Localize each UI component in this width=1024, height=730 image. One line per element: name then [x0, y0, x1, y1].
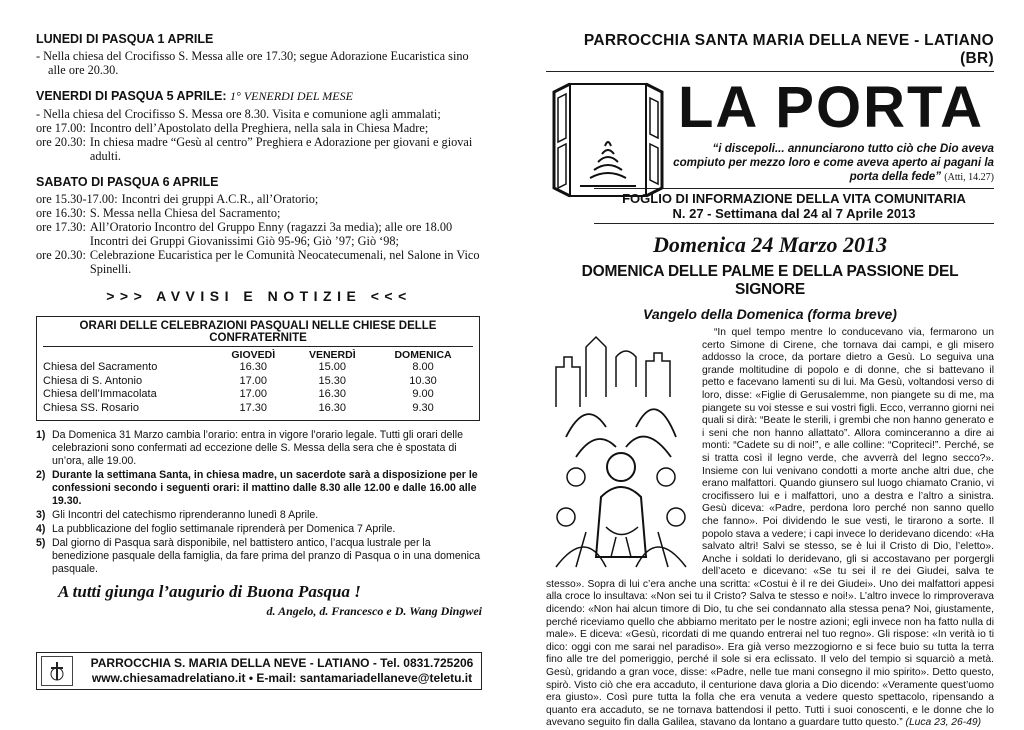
note-number: 3): [36, 509, 46, 521]
orari-header: DOMENICA: [394, 349, 452, 361]
note-item: [36, 537, 482, 576]
table-row: [43, 375, 473, 389]
gospel-reference: (Luca 23, 26-49): [905, 717, 982, 729]
footer-box: [36, 652, 482, 690]
orari-box: [36, 316, 480, 421]
feast-title: DOMENICA DELLE PALME E DELLA PASSIONE DEL SIGNORE: [581, 263, 959, 298]
sabato-item-text: Incontri dei gruppi A.C.R., all’Oratorio;: [121, 192, 319, 206]
left-page: [0, 0, 512, 725]
venerdi-subheading: 1° VENERDI DEL MESE: [230, 89, 353, 103]
right-page: [512, 0, 1024, 729]
table-cell: Chiesa SS. Rosario: [43, 401, 139, 414]
venerdi-item-text: Incontro dell’Apostolato della Preghiera, nella sala in Chiesa Madre;: [89, 121, 429, 135]
notes-list: [36, 429, 482, 576]
gospel-text: [546, 327, 994, 730]
sabato-item-time: ore 15.30-17.00:: [36, 192, 118, 206]
table-cell: 17.30: [239, 401, 267, 414]
parish-header: PARROCCHIA SANTA MARIA DELLA NEVE - LATIANO (BR): [546, 32, 994, 72]
newsletter-title: LA PORTA: [678, 75, 984, 140]
masthead: [546, 72, 994, 184]
venerdi-heading: [36, 89, 482, 104]
table-row: [43, 361, 473, 375]
table-cell: 16.30: [318, 388, 347, 400]
footer-web: www.chiesamadrelatiano.it • E-mail: santamariadellaneve@teletu.it: [91, 671, 473, 685]
table-row: [43, 388, 473, 402]
gospel-body: “In quel tempo mentre lo conducevano via, fermarono un certo Simone di Cirene, che tornava dai campi, e gli misero addosso la croce, da portare dietro a Gesù. Lo seguiva una grande moltitudine di popolo e di donne, che si battevano il petto e facevano lamenti su di lui. Ma Gesù, voltandosi verso di loro, disse: «Figlie di Gerusalemme, non piangete su di me, ma piangete su voi stesse e sui vostri figli. Ecco, verranno giorni nei quali si dirà: “Beate le sterili, i grembi che non hanno generato e i seni che non hanno allattato”. Allora cominceranno a dire ai monti: “Cadete su di noi!”, e alle colline: “Copriteci!”. Perché, se si tratta così il legno verde, che avverrà del legno secco?». Insieme con lui venivano condotti a morte anche altri due, che erano malfattori. Quando giunsero sul luogo chiamato Cranio, vi crocifissero lui e i malfattori, uno a destra e l’altro a sinistra. Gesù diceva: «Padre, perdona loro perché non sanno quello che fanno». Poi dividendo le sue vesti, le tirarono a sorte. Il popolo stava a vedere; i capi invece lo deridevano dicendo: «Ha salvato altri! Salvi se stesso, se è lui il Cristo di Dio, l’eletto». Anche i soldati lo deridevano, gli si accostavano per porgergli dell’aceto e dicevano: «Se tu sei il re dei Giudei, salva te stesso». Sopra di lui c’era anche una scritta: «Costui è il re dei Giudei». Uno dei malfattori appesi alla croce lo insultava: «Non sei tu il Cristo? Salva te stesso e noi!». L’altro invece lo rimproverava dicendo: «Non hai alcun timore di Dio, tu che sei condannato alla stessa pena? Noi, giustamente, perché riceviamo quello che abbiamo meritato per le nostre azioni; egli invece non ha fatto nulla di male». E diceva: «Gesù, ricordati di me quando entrerai nel tuo regno». Gli rispose: «In verità io ti dico: oggi con me sarai nel paradiso». Era già verso mezzogiorno e si fece buio su tutta la terra fino alle tre del pomeriggio, perché il sole si era eclissato. Il velo del tempio si squarciò a metà. Gesù, gridando a gran voce, disse: «Padre, nelle tue mani consegno il mio spirito». Detto questo, spirò. Visto ciò che era accaduto, il centurione dava gloria a Dio dicendo: «Veramente quest’uomo era giusto». Così pure tutta la folla che era venuta a vedere questo spettacolo, ripensando a quanto era accaduto, se ne tornava battendosi il petto. Tutti i suoi conoscenti, e le donne che lo avevano seguito fin dalla Galilea, stavano da lontano a guardare tutto questo.”: [546, 327, 994, 729]
venerdi-item: [36, 121, 482, 135]
note-item: [36, 509, 482, 522]
venerdi-section: [36, 89, 482, 163]
masthead-quote: [664, 142, 994, 185]
table-cell: Chiesa di S. Antonio: [43, 374, 143, 387]
note-item: [36, 523, 482, 536]
table-cell: 16.30: [239, 361, 267, 373]
venerdi-item-time: ore 17.00:: [36, 121, 86, 135]
sabato-item: [36, 220, 482, 248]
footer-contact: PARROCCHIA S. MARIA DELLA NEVE - LATIANO - Tel. 0831.725206: [90, 656, 474, 670]
sabato-item-time: ore 20.30:: [36, 248, 86, 262]
table-cell: 17.00: [239, 388, 267, 400]
orari-header-row: [43, 349, 473, 361]
easter-greeting: A tutti giunga l’augurio di Buona Pasqua !: [58, 582, 361, 601]
venerdi-item-text: In chiesa madre “Gesù al centro” Preghiera e Adorazione per giovani e giovai adulti.: [89, 135, 473, 163]
orari-header: VENERDÌ: [308, 349, 356, 361]
note-number: 4): [36, 523, 46, 535]
venerdi-heading-text: VENERDI DI PASQUA 5 APRILE:: [36, 89, 227, 103]
note-text: Durante la settimana Santa, in chiesa madre, un sacerdote sarà a disposizione per le confessioni secondo i seguenti orari: il mattino dalle 8.30 alle 12.00 e dalle 16.00 alle 19.30.: [52, 469, 478, 507]
sabato-item: [36, 192, 482, 206]
quote-reference: (Atti, 14.27): [944, 172, 994, 183]
note-number: 5): [36, 537, 46, 549]
issue-subtitle: FOGLIO DI INFORMAZIONE DELLA VITA COMUNITARIA: [622, 191, 966, 206]
sabato-item-text: S. Messa nella Chiesa del Sacramento;: [89, 206, 281, 220]
note-number: 1): [36, 429, 46, 441]
note-text: La pubblicazione del foglio settimanale riprenderà per Domenica 7 Aprile.: [52, 523, 396, 535]
sunday-date: Domenica 24 Marzo 2013: [652, 232, 888, 257]
table-cell: 9.00: [412, 388, 434, 400]
orari-header: GIOVEDÌ: [231, 349, 276, 361]
sabato-section: [36, 175, 482, 276]
avvisi-heading: >>> AVVISI E NOTIZIE <<<: [106, 288, 412, 304]
palm-sunday-illustration-icon: [546, 327, 696, 574]
lunedi-section: [36, 32, 482, 77]
note-item: [36, 429, 482, 468]
note-text: Gli Incontri del catechismo riprenderanno lunedì 8 Aprile.: [52, 509, 319, 521]
sabato-item-time: ore 17.30:: [36, 220, 86, 234]
table-cell: 15.00: [318, 361, 347, 373]
venerdi-item-time: ore 20.30:: [36, 135, 86, 149]
sabato-item-text: Celebrazione Eucaristica per le Comunità Neocatecumenali, nel Salone in Vico Spinelli.: [89, 248, 480, 276]
sabato-item: [36, 248, 482, 276]
quote-text: “i discepoli... annunciarono tutto ciò che Dio aveva compiuto per mezzo loro e come aveva aperto ai pagani la porta della fede”: [673, 142, 994, 183]
parish-logo-icon: [41, 656, 73, 686]
sabato-item-time: ore 16.30:: [36, 206, 86, 220]
table-cell: 10.30: [409, 374, 437, 387]
gospel-heading: Vangelo della Domenica (forma breve): [643, 306, 897, 322]
table-row: [43, 402, 473, 416]
table-cell: 17.00: [239, 374, 267, 387]
venerdi-line: - Nella chiesa del Crocifisso S. Messa ore 8.30. Visita e comunione agli ammalati;: [36, 107, 441, 121]
table-cell: Chiesa dell’Immacolata: [43, 388, 157, 400]
orari-title: ORARI DELLE CELEBRAZIONI PASQUALI NELLE CHIESE DELLE CONFRATERNITE: [43, 320, 473, 347]
open-door-icon: [550, 78, 666, 198]
table-cell: 15.30: [318, 374, 347, 387]
note-item: [36, 469, 482, 508]
footer-text: [83, 656, 481, 686]
table-cell: 9.30: [412, 401, 434, 414]
signature: d. Angelo, d. Francesco e D. Wang Dingwei: [266, 604, 482, 618]
sabato-item-text: All’Oratorio Incontro del Gruppo Enny (ragazzi 3a media); alle ore 18.00 Incontri dei Gruppi Giovanissimi Giò 95-96; Giò ’97; Giò ‘98;: [89, 220, 453, 248]
table-cell: 8.00: [412, 361, 434, 373]
lunedi-heading: LUNEDI DI PASQUA 1 APRILE: [36, 32, 214, 46]
sabato-item: [36, 206, 482, 220]
orari-header: [43, 349, 215, 361]
table-cell: Chiesa del Sacramento: [43, 361, 158, 373]
issue-number: N. 27 - Settimana dal 24 al 7 Aprile 2013: [672, 206, 916, 221]
table-cell: 16.30: [318, 401, 347, 414]
lunedi-line: - Nella chiesa del Crocifisso S. Messa alle ore 17.30; segue Adorazione Eucaristica sino alle ore 20.30.: [36, 49, 469, 77]
note-number: 2): [36, 469, 46, 481]
venerdi-item: [36, 135, 482, 163]
sabato-heading: SABATO DI PASQUA 6 APRILE: [36, 175, 219, 189]
note-text: Da Domenica 31 Marzo cambia l’orario: entra in vigore l’orario legale. Tutti gli orari delle celebrazioni sono confermati ad eccezione delle S. Messa della sera che è spostata di un’ora, alle 19.00.: [52, 429, 463, 467]
note-text: Dal giorno di Pasqua sarà disponibile, nel battistero antico, l’acqua lustrale per la benedizione pasquale della famiglia, da fare prima del pranzo di Pasqua o in una domenica pasquale.: [52, 537, 481, 575]
orari-table: [43, 349, 473, 415]
